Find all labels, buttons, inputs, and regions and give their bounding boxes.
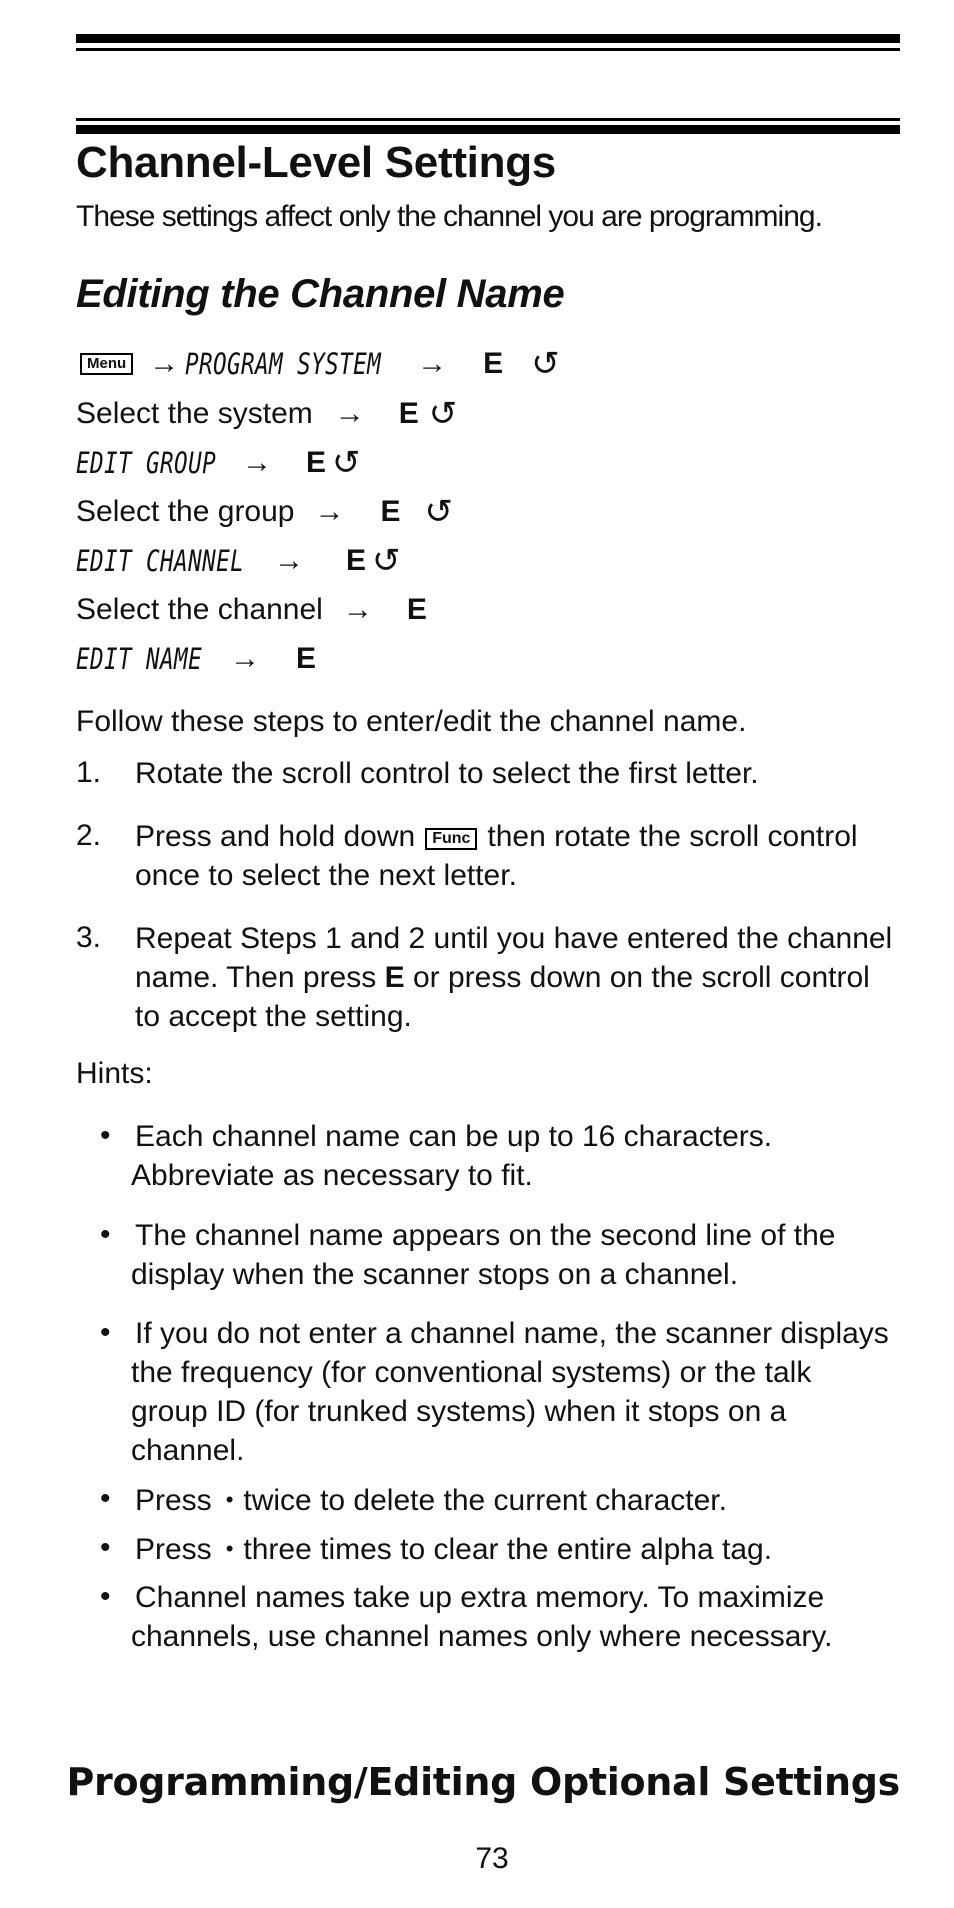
header-rule-thick-top bbox=[76, 34, 900, 43]
lcd-program-system: PROGRAM SYSTEM bbox=[185, 347, 382, 381]
arrow-icon: → bbox=[149, 347, 180, 380]
bullet-icon: • bbox=[100, 1218, 111, 1251]
footer-section-title: Programming/Editing Optional Settings bbox=[66, 1760, 900, 1804]
select-group-text: Select the group bbox=[76, 495, 295, 528]
bullet-icon: • bbox=[100, 1316, 111, 1349]
step-number: 2. bbox=[76, 819, 102, 852]
select-channel-text: Select the channel bbox=[76, 593, 323, 626]
rotate-icon: ↺ bbox=[428, 395, 458, 433]
sequence-line-edit-channel bbox=[76, 541, 401, 581]
arrow-icon: → bbox=[242, 446, 272, 479]
hint-item: The channel name appears on the second line of the display when the scanner stops on a channel. bbox=[131, 1219, 836, 1291]
hint-item: Channel names take up extra memory. To maximize channels, use channel names only where necessary. bbox=[131, 1581, 833, 1653]
arrow-icon: → bbox=[342, 593, 373, 626]
arrow-icon: → bbox=[274, 544, 304, 577]
sequence-line-select-channel bbox=[76, 590, 427, 630]
header-rule-thin-bottom bbox=[76, 118, 900, 121]
bullet-icon: • bbox=[100, 1580, 111, 1613]
step-text bbox=[135, 817, 895, 895]
bullet-icon: • bbox=[100, 1531, 111, 1564]
dot-key-icon: • bbox=[225, 1536, 234, 1561]
e-key: E bbox=[483, 347, 504, 380]
step-text bbox=[135, 919, 895, 1036]
sequence-line-edit-name bbox=[76, 639, 316, 679]
page-number: 73 bbox=[475, 1842, 509, 1875]
follow-steps-text: Follow these steps to enter/edit the channel name. bbox=[76, 705, 747, 738]
lcd-edit-group: EDIT GROUP bbox=[76, 446, 217, 480]
hint-after-text: twice to delete the current character. bbox=[243, 1484, 727, 1517]
hint-item bbox=[131, 1480, 901, 1520]
step-1-text: Rotate the scroll control to select the first letter. bbox=[135, 757, 759, 790]
sequence-line-select-system bbox=[76, 394, 457, 434]
hint-press-text: Press bbox=[135, 1533, 212, 1566]
rotate-icon: ↺ bbox=[372, 542, 401, 580]
arrow-icon: → bbox=[314, 495, 345, 528]
header-rule-thin-top bbox=[76, 48, 900, 51]
sequence-line-edit-group bbox=[76, 443, 361, 483]
e-key: E bbox=[346, 544, 367, 577]
dot-key-icon: • bbox=[225, 1487, 234, 1512]
hint-press-text: Press bbox=[135, 1484, 212, 1517]
step-text bbox=[135, 754, 895, 793]
hint-item bbox=[131, 1529, 901, 1569]
select-system-text: Select the system bbox=[76, 397, 313, 430]
hint-item: If you do not enter a channel name, the scanner displays the frequency (for conventional systems) or the talk group ID (for trunked systems) when it stops on a channel. bbox=[131, 1317, 889, 1467]
step-3-after: or press down on the scroll control to accept the setting. bbox=[135, 961, 870, 1033]
step-3-before: Repeat Steps 1 and 2 until you have entered the channel name. Then press bbox=[135, 922, 893, 994]
bullet-icon: • bbox=[100, 1119, 111, 1152]
step-2-after: then rotate the scroll control once to select the next letter. bbox=[135, 820, 858, 892]
lcd-edit-channel: EDIT CHANNEL bbox=[76, 544, 245, 578]
e-key: E bbox=[306, 446, 327, 479]
e-key: E bbox=[384, 961, 405, 994]
rotate-icon: ↺ bbox=[424, 493, 453, 531]
rotate-icon: ↺ bbox=[531, 345, 560, 383]
lcd-edit-name: EDIT NAME bbox=[76, 642, 203, 676]
hint-after-text: three times to clear the entire alpha tag. bbox=[243, 1533, 773, 1566]
step-number: 3. bbox=[76, 921, 102, 954]
hint-item: Each channel name can be up to 16 characters. Abbreviate as necessary to fit. bbox=[131, 1120, 773, 1192]
bullet-icon: • bbox=[100, 1482, 111, 1515]
arrow-icon: → bbox=[417, 347, 448, 380]
arrow-icon: → bbox=[334, 397, 365, 430]
e-key: E bbox=[398, 397, 419, 430]
step-number: 1. bbox=[76, 756, 102, 789]
section-heading: Editing the Channel Name bbox=[76, 272, 565, 316]
sequence-line-select-group bbox=[76, 492, 453, 532]
page-title: Channel-Level Settings bbox=[76, 138, 556, 187]
menu-key: Menu bbox=[80, 353, 133, 375]
sequence-line-menu bbox=[76, 344, 560, 384]
intro-text: These settings affect only the channel you are programming. bbox=[76, 200, 822, 233]
func-key: Func bbox=[425, 828, 477, 850]
arrow-icon: → bbox=[230, 642, 260, 675]
hints-label: Hints: bbox=[76, 1057, 153, 1090]
e-key: E bbox=[406, 593, 427, 626]
e-key: E bbox=[296, 642, 317, 675]
header-rule-thick-bottom bbox=[76, 125, 900, 134]
step-2-before: Press and hold down bbox=[135, 820, 416, 853]
e-key: E bbox=[380, 495, 401, 528]
rotate-icon: ↺ bbox=[332, 444, 361, 482]
